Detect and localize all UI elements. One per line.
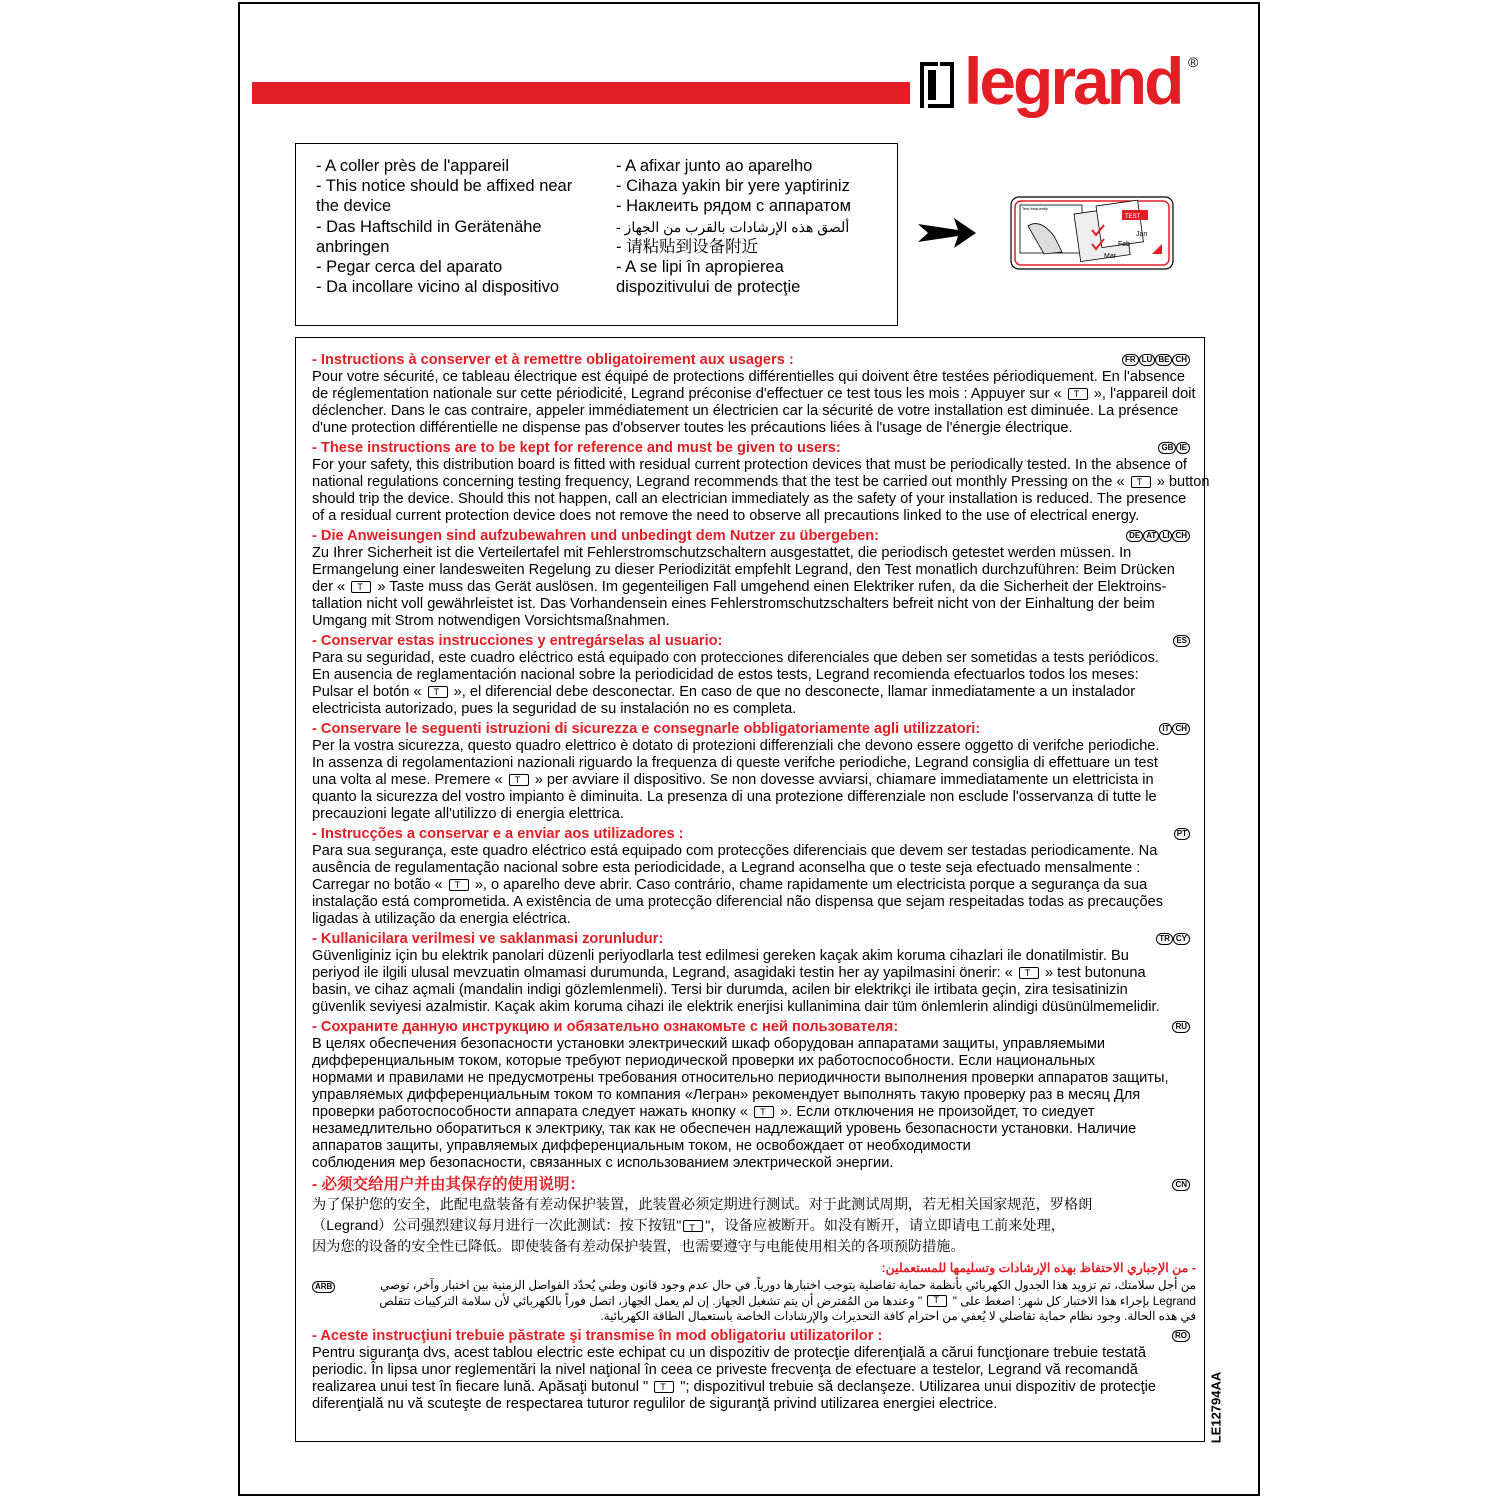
arrow-right-icon xyxy=(918,218,978,248)
section-line: déclencher. Dans le cas contraire, appeler immédiatement un électricien car la sécurité de votre installation est diminuée. La présence xyxy=(312,403,1179,419)
country-badge: ES xyxy=(1173,635,1190,647)
affix-line: - This notice should be affixed near xyxy=(316,177,573,196)
section-title: - Сохраните данную инструкцию и обязательно ознакомьте с ней пользователя: xyxy=(312,1019,899,1035)
affix-line: - 请粘贴到设备附近 xyxy=(616,237,759,256)
affix-line: - Da incollare vicino al dispositivo xyxy=(316,278,560,297)
country-badge: CH xyxy=(1172,723,1190,735)
instruction-section xyxy=(312,1175,1196,1258)
section-title: - Die Anweisungen sind aufzubewahren und unbedingt dem Nutzer zu übergeben: xyxy=(312,528,880,544)
instruction-section xyxy=(312,528,1196,630)
section-body xyxy=(312,457,1210,525)
section-line: tallation nicht voll gewährleistet ist. Das Vorhandensein eines Fehlerstromschutzschalters befreit nicht von der Einhaltung der beim xyxy=(312,596,1155,612)
affix-notice-box xyxy=(295,143,898,326)
affix-line: ألصق هذه الإرشادات بالقرب من الجهاز - xyxy=(616,218,850,235)
section-line: d'une protection différentielle ne dispense pas d'observer toutes les précautions liées à l'usage de l'énergie électrique. xyxy=(312,420,1073,436)
section-line: basin, ve cihaz açmali (mandalin indigi gözlemlenmeli). Tersi bir durumda, acilen bir elektrikçi ile irtibata geçin, zira tesisatinizin xyxy=(312,982,1128,998)
instruction-section xyxy=(312,633,1196,718)
section-line: periyod ile ilgili ulusal mevzuatin olmamasi durumunda, Legrand, asagidaki testin her ay yapilmasini önerir: « T » test butonuna xyxy=(312,965,1196,982)
section-line: （Legrand）公司强烈建议每月进行一次此测试：按下按钮"T "，设备应被断开。如没有断开，请立即请电工前来处理， xyxy=(312,1216,1196,1237)
country-badges xyxy=(1126,530,1190,542)
country-badges xyxy=(312,1281,335,1293)
sticker-jan: Jan xyxy=(1136,231,1148,238)
section-line: незамедлительно оборатиться к электрику, так как не обеспечен надлежащий уровень безопасности установки. Наличие xyxy=(312,1121,1137,1137)
affix-line: - A afixar junto ao aparelho xyxy=(616,157,813,175)
instructions-content xyxy=(312,352,1210,1416)
test-sticker-illustration xyxy=(1010,196,1174,270)
instruction-section xyxy=(312,721,1196,823)
section-line: In assenza di regolamentazioni nazionali riguardo la frequenza di queste verifche periodiche, Legrand consiglia di effettuare un test xyxy=(312,755,1158,771)
section-title: - Conservar estas instrucciones y entregárselas al usuario: xyxy=(312,633,723,649)
section-title: - Instrucções a conservar e a enviar aos utilizadores : xyxy=(312,826,684,842)
sticker-feb: Feb xyxy=(1118,241,1131,248)
section-title: - Instructions à conserver et à remettre obligatoirement aux usagers : xyxy=(312,352,794,368)
section-line: аппаратов защиты, управляемых дифференциальным током, не освобождает от необходимости xyxy=(312,1138,971,1154)
section-title: - من الإجباري الاحتفاظ بهذه الإرشادات وتسليمها للمستعملين: xyxy=(881,1261,1196,1275)
country-badges xyxy=(1172,1179,1190,1191)
section-line: quanto la sicurezza del vostro impianto è diminuita. La presenza di una protezione differenziale non esclude l'osservanza di tutte le xyxy=(312,789,1157,805)
test-button-icon xyxy=(683,1220,703,1232)
section-title: - Conservare le seguenti istruzioni di sicurezza e consegnarle obbligatoriamente agli utilizzatori: xyxy=(312,721,981,737)
legrand-wordmark: legrand xyxy=(964,44,1182,118)
section-line: realizarea unui test în fiecare lună. Apăsaţi butonul " T "; dispozitivul trebuie să declanşeze. Utilizarea unui dispozitiv de protecţie xyxy=(312,1379,1196,1396)
country-badge: PT xyxy=(1174,828,1190,840)
country-badge: CN xyxy=(1172,1179,1190,1191)
affix-line: dispozitivului de protecţie xyxy=(616,278,801,297)
section-line: ligadas à utilização da energia eléctrica. xyxy=(312,911,571,927)
test-button-icon xyxy=(754,1106,774,1118)
brand-red-bar xyxy=(252,82,910,104)
country-badges xyxy=(1158,442,1190,454)
instruction-section xyxy=(312,352,1196,437)
test-button-icon xyxy=(1068,388,1088,400)
section-body xyxy=(312,545,1196,630)
country-badge: CY xyxy=(1173,933,1190,945)
country-badge: IT xyxy=(1159,723,1172,735)
section-body xyxy=(312,369,1196,437)
country-badge: CH xyxy=(1172,354,1190,366)
section-line: should trip the device. Should this not happen, call an electrician immediately as the safety of your installation is reduced. The presence xyxy=(312,491,1187,507)
legrand-logo-mark xyxy=(918,58,956,112)
country-badges xyxy=(1172,1021,1190,1033)
section-line: Para su seguridad, este cuadro eléctrico está equipado con protecciones diferenciales que deben ser sometidas a tests periódicos. xyxy=(312,650,1159,666)
section-title: - Aceste instrucţiuni trebuie păstrate şi transmise în mod obligatoriu utilizatorilor : xyxy=(312,1327,883,1344)
section-line: of a residual current protection device does not remove the need to observe all precautions linked to the use of electrical energy. xyxy=(312,508,1140,524)
section-line: ausência de regulamentação nacional sobre esta periodicidade, a Legrand aconselha que o teste seja efectuado mensalmente : xyxy=(312,860,1141,876)
section-line: Pentru siguranţa dvs, acest tablou electric este echipat cu un dispozitiv de protecţie diferenţială a cărui funcţionare trebuie testată xyxy=(312,1344,1146,1361)
section-line: дифференциальным током, которые требуют периодической проверки их работоспособности. Если национальных xyxy=(312,1053,1096,1069)
section-line: For your safety, this distribution board is fitted with residual current protection devices that must be periodically tested. In the absence of xyxy=(312,457,1187,473)
section-line: precauzioni legate all'utilizzo di energia elettrica. xyxy=(312,806,624,822)
sticker-test-label: TEST xyxy=(1125,214,1141,220)
section-line: Güvenliginiz için bu elektrik panolari düzenli periyodlarla test edilmesi gereken kaçak akim koruma cihazlari ile donatilmistir. Bu xyxy=(312,948,1129,964)
section-body xyxy=(312,1278,1196,1325)
country-badges xyxy=(1173,635,1190,647)
affix-line: the device xyxy=(316,197,392,216)
country-badges xyxy=(1174,828,1190,840)
section-line: national regulations concerning testing frequency, Legrand recommends that the test be carried out monthly Pressing on the « T » button xyxy=(312,474,1196,491)
section-line: güvenlik seviyesi azalmistir. Kaçak akim koruma cihazi ile elektrik enerjisi kullanimina dair tüm önlemlerin alindigi düsünülmemelidir. xyxy=(312,999,1160,1015)
instruction-section xyxy=(312,826,1196,928)
country-badges xyxy=(1159,723,1190,735)
instruction-section xyxy=(312,931,1196,1016)
section-line: في هذه الحالة. وجود نظام حماية تفاضلي لا يُعفي من احترام كافة التحذيرات والإرشادات الخاصة باستعمال الطاقة الكهربائية. xyxy=(600,1309,1196,1323)
section-body xyxy=(312,1195,1196,1258)
test-button-icon xyxy=(449,879,469,891)
registered-mark: ® xyxy=(1188,54,1199,70)
sticker-header: Test frequently xyxy=(1022,206,1049,211)
section-body xyxy=(312,650,1196,718)
affix-line: - A coller près de l'appareil xyxy=(316,157,510,175)
section-line: de réglementation nationale sur cette périodicité, Legrand préconise d'effectuer ce test tous les mois : Appuyer sur « T », l'appareil doit xyxy=(312,386,1196,403)
section-body xyxy=(312,948,1196,1016)
instruction-section xyxy=(312,1328,1196,1413)
affix-line: - Наклеить рядом с аппаратом xyxy=(616,197,851,216)
section-line: der « T » Taste muss das Gerät auslösen. Im gegenteiligen Fall umgehend einen Elektriker rufen, da die Sicherheit der Elektroins- xyxy=(312,579,1196,596)
affix-line: - Das Haftschild in Gerätenähe xyxy=(316,217,542,236)
instruction-section xyxy=(312,1261,1196,1325)
section-line: من أجل سلامتك، تم تزويد هذا الجدول الكهربائي بأنظمة حماية تفاضلية يتوجب اختبارها دورياً. في حال عدم وجود قانون وطني يُحدّد الفواصل الزمنية بين اختبار وآخر، توصي xyxy=(380,1278,1196,1292)
section-line: 为了保护您的安全，此配电盘装备有差动保护装置，此装置必须定期进行测试。对于此测试周期，若无相关国家规范，罗格朗 xyxy=(312,1197,1093,1213)
section-line: Pulsar el botón « T », el diferencial debe desconectar. En caso de que no desconecte, llamar inmediatamente a un instalador xyxy=(312,684,1196,701)
section-line: periodic. În lipsa unor reglementări la nivel naţional în ceea ce priveste frecvenţa de efectuare a testelor, Legrand vă recomandă xyxy=(312,1361,1138,1378)
affix-notice-column-1 xyxy=(316,156,572,297)
affix-line: - Pegar cerca del aparato xyxy=(316,258,503,277)
test-button-icon xyxy=(654,1381,674,1393)
section-body xyxy=(312,1345,1196,1413)
section-line: En ausencia de reglamentación nacional sobre la periodicidad de estos tests, Legrand recomienda efectuarlos todos los meses: xyxy=(312,667,1139,683)
instruction-section xyxy=(312,440,1210,525)
country-badge: TR xyxy=(1156,933,1173,945)
country-badge: DE xyxy=(1126,530,1143,542)
section-line: instalação está comprometida. A existência de uma protecção diferencial não dispensa que sejam respeitadas todas as precauções xyxy=(312,894,1163,910)
reference-code: LE12794AA xyxy=(1208,1371,1224,1444)
test-button-icon xyxy=(428,686,448,698)
section-line: проверки работоспособности аппарата следует нажать кнопку « T ». Если отключения не произойдет, то сиедует xyxy=(312,1104,1196,1121)
section-line: Pour votre sécurité, ce tableau électrique est équipé de protections différentielles qui doivent être testées périodiquement. En l'absence xyxy=(312,369,1186,385)
instructions-box xyxy=(295,337,1210,1442)
section-line: electricista autorizado, pues la seguridad de su instalación no es completa. xyxy=(312,701,797,717)
section-line: Legrand بإجراء هذا الاختبار كل شهر: اضغط على " T " وعندها من المُفترض أن يتم تشغيل الجهاز. إن لم يعمل الجهاز، اتصل فوراً بالكهربائي لأن سلامة التركيبات تتقلص xyxy=(312,1294,1196,1310)
country-badge: IE xyxy=(1176,442,1190,454)
country-badge: FR xyxy=(1122,354,1139,366)
country-badges xyxy=(1172,1330,1190,1342)
affix-line: anbringen xyxy=(316,237,390,256)
affix-notice-column-2 xyxy=(616,156,851,297)
country-badge: CH xyxy=(1172,530,1190,542)
country-badge: RU xyxy=(1172,1021,1190,1033)
section-line: Ermangelung einer landesweiten Regelung zu dieser Periodizität empfehlt Legrand, den Test monatlich durchzuführen: Beim Drücken xyxy=(312,562,1175,578)
section-line: Para sua segurança, este quadro eléctrico está equipado com protecções diferenciais que devem ser testadas periodicamente. Na xyxy=(312,843,1158,859)
test-button-icon xyxy=(927,1295,947,1307)
section-line: управляемых дифференциальным током то компания «Легран» рекомендует выполнять такую проверку раз в месяц Для xyxy=(312,1087,1141,1103)
legrand-logo xyxy=(918,44,1182,118)
section-line: В целях обеспечения безопасности установки электрический шкаф оборудован аппаратами защиты, управляемыми xyxy=(312,1036,1106,1052)
sticker-mar: Mar xyxy=(1104,253,1117,260)
country-badge: RO xyxy=(1172,1330,1190,1342)
country-badge: BE xyxy=(1155,354,1172,366)
instruction-section xyxy=(312,1019,1196,1172)
country-badges xyxy=(1122,354,1190,366)
affix-line: - Cihaza yakin bir yere yaptiriniz xyxy=(616,177,850,196)
section-title: - 必须交给用户并由其保存的使用说明： xyxy=(312,1176,585,1193)
section-line: Carregar no botão « T », o aparelho deve abrir. Caso contrário, chame rapidamente um electricista porque a segurança da sua xyxy=(312,877,1196,894)
section-line: diferenţială nu vă scuteşte de respectarea tuturor regulilor de siguranţă privind utilizarea energiei electrice. xyxy=(312,1395,998,1412)
section-line: Umgang mit Strom notwendigen Vorsichtsmaßnahmen. xyxy=(312,613,670,629)
country-badge: LI xyxy=(1159,530,1172,542)
section-line: una volta al mese. Premere « T » per avviare il dispositivo. Se non dovesse avviarsi, chiamare immediatamente un elettricista in xyxy=(312,772,1196,789)
section-line: 因为您的设备的安全性已降低。即使装备有差动保护装置，也需要遵守与电能使用相关的各项预防措施。 xyxy=(312,1239,965,1255)
section-line: соблюдения мер безопасности, связанных с использованием электрической энергии. xyxy=(312,1155,894,1171)
test-button-icon xyxy=(1131,476,1151,488)
country-badge: GB xyxy=(1158,442,1176,454)
section-body xyxy=(312,1036,1196,1172)
country-badge: ARB xyxy=(312,1281,335,1293)
section-line: Per la vostra sicurezza, questo quadro elettrico è dotato di protezioni differenziali che devono essere oggetto di verifche periodiche. xyxy=(312,738,1160,754)
country-badge: AT xyxy=(1143,530,1159,542)
section-body xyxy=(312,843,1196,928)
section-body xyxy=(312,738,1196,823)
section-line: Zu Ihrer Sicherheit ist die Verteilertafel mit Fehlerstromschutzschaltern ausgestattet, die periodisch getestet werden müssen. In xyxy=(312,545,1132,561)
section-title: - These instructions are to be kept for reference and must be given to users: xyxy=(312,440,841,456)
country-badges xyxy=(1156,933,1190,945)
affix-line: - A se lipi în apropierea xyxy=(616,258,784,277)
test-button-icon xyxy=(1019,967,1039,979)
section-line: нормами и правилами не предусмотрены требования относительно периодичности выполнения проверки аппаратов защиты, xyxy=(312,1070,1169,1086)
test-button-icon xyxy=(509,774,529,786)
section-title: - Kullanicilara verilmesi ve saklanmasi zorunludur: xyxy=(312,931,664,947)
test-button-icon xyxy=(351,581,371,593)
country-badge: LU xyxy=(1139,354,1156,366)
